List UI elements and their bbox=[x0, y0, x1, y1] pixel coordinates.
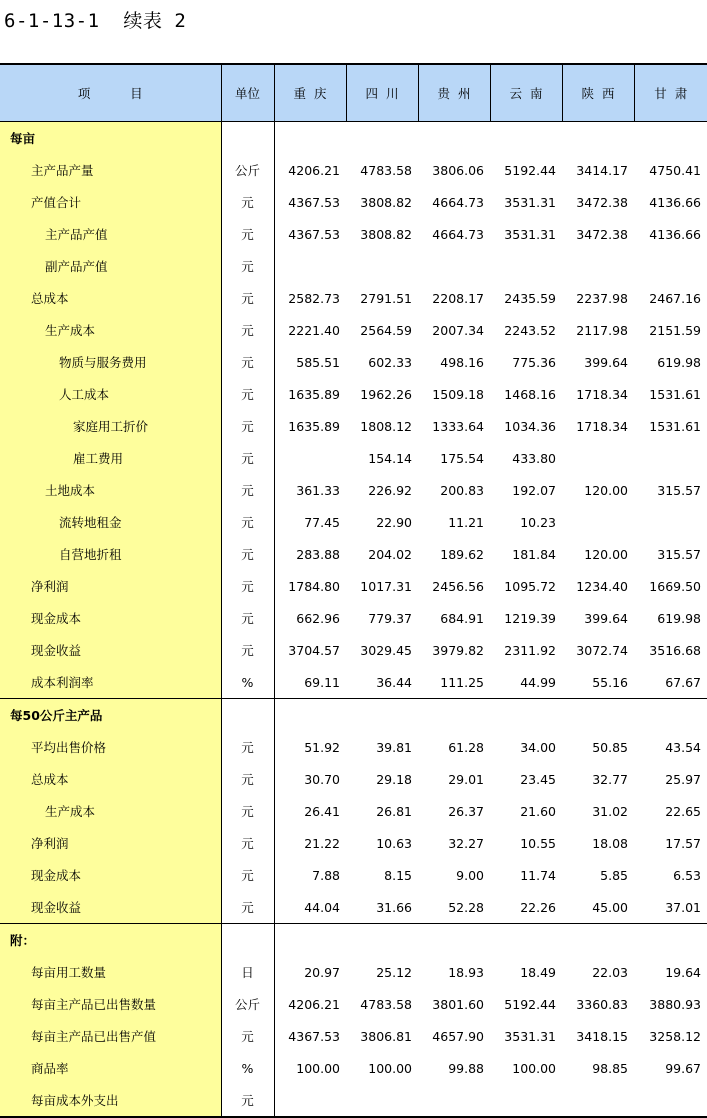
cell-value: 3472.38 bbox=[576, 194, 628, 210]
row-label: 每50公斤主产品 bbox=[0, 699, 221, 732]
row-label: 现金收益 bbox=[0, 634, 221, 666]
row-unit: 元 bbox=[221, 506, 274, 538]
row-label: 雇工费用 bbox=[0, 442, 221, 474]
cell-value: 619.98 bbox=[657, 354, 701, 370]
cell-value: 2456.56 bbox=[432, 578, 484, 594]
row-label: 现金成本 bbox=[0, 859, 221, 891]
cell-value: 1333.64 bbox=[432, 418, 484, 434]
table-row bbox=[0, 570, 707, 602]
cell-value: 2467.16 bbox=[649, 290, 701, 306]
table-row bbox=[0, 795, 707, 827]
cell-value: 20.97 bbox=[304, 964, 340, 980]
row-label: 平均出售价格 bbox=[0, 731, 221, 763]
cell-value: 1468.16 bbox=[504, 386, 556, 402]
cell-value: 19.64 bbox=[665, 964, 701, 980]
cell-value: 18.93 bbox=[448, 964, 484, 980]
cell-value: 2151.59 bbox=[649, 322, 701, 338]
cell-value bbox=[634, 250, 707, 282]
table-row bbox=[0, 346, 707, 378]
cell-value bbox=[634, 122, 707, 155]
cell-value bbox=[346, 924, 418, 957]
row-label: 现金收益 bbox=[0, 891, 221, 924]
cell-value: 37.01 bbox=[665, 899, 701, 915]
cell-value: 3418.15 bbox=[576, 1028, 628, 1044]
cell-value: 3531.31 bbox=[504, 1028, 556, 1044]
row-label: 物质与服务费用 bbox=[0, 346, 221, 378]
row-unit: 元 bbox=[221, 731, 274, 763]
cell-value: 3072.74 bbox=[576, 642, 628, 658]
cell-value: 17.57 bbox=[665, 835, 701, 851]
cell-value: 226.92 bbox=[368, 482, 412, 498]
cell-value: 2007.34 bbox=[432, 322, 484, 338]
row-unit: 元 bbox=[221, 250, 274, 282]
cell-value: 3360.83 bbox=[576, 996, 628, 1012]
cell-value bbox=[490, 1084, 562, 1117]
section-header-row bbox=[0, 122, 707, 155]
table-row bbox=[0, 314, 707, 346]
cell-value: 31.02 bbox=[592, 803, 628, 819]
cell-value: 4783.58 bbox=[360, 996, 412, 1012]
cell-value: 3880.93 bbox=[649, 996, 701, 1012]
row-unit: 元 bbox=[221, 410, 274, 442]
cell-value: 1219.39 bbox=[504, 610, 556, 626]
cell-value bbox=[274, 1084, 346, 1117]
cell-value bbox=[274, 250, 346, 282]
table-row bbox=[0, 250, 707, 282]
row-label: 主产品产量 bbox=[0, 154, 221, 186]
header-col-chongqing: 重 庆 bbox=[274, 64, 346, 122]
cell-value: 10.55 bbox=[520, 835, 556, 851]
cell-value: 5192.44 bbox=[504, 996, 556, 1012]
cell-value: 51.92 bbox=[304, 739, 340, 755]
cell-value: 192.07 bbox=[512, 482, 556, 498]
cell-value: 4750.41 bbox=[649, 162, 701, 178]
cell-value: 43.54 bbox=[665, 739, 701, 755]
cell-value bbox=[562, 442, 634, 474]
table-row bbox=[0, 218, 707, 250]
cell-value: 21.22 bbox=[304, 835, 340, 851]
cell-value: 25.12 bbox=[376, 964, 412, 980]
cell-value: 4367.53 bbox=[288, 1028, 340, 1044]
cell-value: 100.00 bbox=[368, 1060, 412, 1076]
cell-value: 1017.31 bbox=[360, 578, 412, 594]
cell-value: 120.00 bbox=[584, 482, 628, 498]
cell-value: 18.08 bbox=[592, 835, 628, 851]
cell-value: 6.53 bbox=[673, 867, 701, 883]
row-label: 总成本 bbox=[0, 282, 221, 314]
cell-value: 181.84 bbox=[512, 546, 556, 562]
row-label: 流转地租金 bbox=[0, 506, 221, 538]
cell-value: 4657.90 bbox=[432, 1028, 484, 1044]
row-unit: % bbox=[221, 1052, 274, 1084]
cell-value: 2237.98 bbox=[576, 290, 628, 306]
cell-value bbox=[562, 1084, 634, 1117]
table-row bbox=[0, 891, 707, 924]
cell-value: 2221.40 bbox=[288, 322, 340, 338]
table-row bbox=[0, 474, 707, 506]
cell-value: 32.77 bbox=[592, 771, 628, 787]
cell-value: 7.88 bbox=[312, 867, 340, 883]
cell-value bbox=[634, 506, 707, 538]
cell-value: 3806.81 bbox=[360, 1028, 412, 1044]
cell-value: 1635.89 bbox=[288, 418, 340, 434]
cell-value: 23.45 bbox=[520, 771, 556, 787]
cell-value bbox=[418, 699, 490, 732]
cell-value: 3029.45 bbox=[360, 642, 412, 658]
section-header-row bbox=[0, 924, 707, 957]
cell-value: 3531.31 bbox=[504, 194, 556, 210]
table-row bbox=[0, 506, 707, 538]
cell-value bbox=[490, 699, 562, 732]
table-row bbox=[0, 731, 707, 763]
cell-value: 1962.26 bbox=[360, 386, 412, 402]
cell-value: 189.62 bbox=[440, 546, 484, 562]
table-row bbox=[0, 1020, 707, 1052]
cell-value: 684.91 bbox=[440, 610, 484, 626]
cell-value: 25.97 bbox=[665, 771, 701, 787]
cell-value: 4367.53 bbox=[288, 226, 340, 242]
cell-value: 204.02 bbox=[368, 546, 412, 562]
cell-value: 100.00 bbox=[512, 1060, 556, 1076]
row-unit: 元 bbox=[221, 314, 274, 346]
cell-value: 2243.52 bbox=[504, 322, 556, 338]
table-row bbox=[0, 666, 707, 699]
header-unit: 单位 bbox=[221, 64, 274, 122]
cell-value bbox=[634, 1084, 707, 1117]
row-unit: 元 bbox=[221, 218, 274, 250]
row-label: 总成本 bbox=[0, 763, 221, 795]
cell-value: 18.49 bbox=[520, 964, 556, 980]
cell-value: 1635.89 bbox=[288, 386, 340, 402]
cell-value: 1034.36 bbox=[504, 418, 556, 434]
table-row bbox=[0, 1084, 707, 1117]
cell-value: 120.00 bbox=[584, 546, 628, 562]
cell-value: 200.83 bbox=[440, 482, 484, 498]
cell-value: 11.74 bbox=[520, 867, 556, 883]
row-label: 人工成本 bbox=[0, 378, 221, 410]
cell-value: 10.63 bbox=[376, 835, 412, 851]
cell-value: 61.28 bbox=[448, 739, 484, 755]
cell-value bbox=[634, 924, 707, 957]
cell-value: 3516.68 bbox=[649, 642, 701, 658]
table-row bbox=[0, 442, 707, 474]
cell-value bbox=[490, 924, 562, 957]
cell-value: 1784.80 bbox=[288, 578, 340, 594]
cell-value: 69.11 bbox=[304, 674, 340, 690]
cell-value: 3258.12 bbox=[649, 1028, 701, 1044]
cell-value: 5.85 bbox=[600, 867, 628, 883]
cell-value: 22.65 bbox=[665, 803, 701, 819]
cell-value: 26.81 bbox=[376, 803, 412, 819]
row-unit: 元 bbox=[221, 442, 274, 474]
row-unit: % bbox=[221, 666, 274, 699]
cell-value: 44.99 bbox=[520, 674, 556, 690]
cell-value: 498.16 bbox=[440, 354, 484, 370]
cell-value: 399.64 bbox=[584, 354, 628, 370]
data-table bbox=[0, 63, 707, 1118]
table-row bbox=[0, 859, 707, 891]
cell-value: 77.45 bbox=[304, 514, 340, 530]
cell-value: 3414.17 bbox=[576, 162, 628, 178]
cell-value: 2311.92 bbox=[504, 642, 556, 658]
table-row bbox=[0, 282, 707, 314]
cell-value bbox=[634, 699, 707, 732]
cell-value bbox=[418, 250, 490, 282]
cell-value bbox=[346, 250, 418, 282]
cell-value: 31.66 bbox=[376, 899, 412, 915]
cell-value: 1509.18 bbox=[432, 386, 484, 402]
page-title: 6-1-13-1 续表 2 bbox=[4, 10, 187, 32]
row-label: 每亩用工数量 bbox=[0, 956, 221, 988]
cell-value: 1531.61 bbox=[649, 418, 701, 434]
cell-value: 399.64 bbox=[584, 610, 628, 626]
cell-value: 3472.38 bbox=[576, 226, 628, 242]
row-label: 每亩主产品已出售数量 bbox=[0, 988, 221, 1020]
row-label: 自营地折租 bbox=[0, 538, 221, 570]
cell-value: 3806.06 bbox=[432, 162, 484, 178]
cell-value: 585.51 bbox=[296, 354, 340, 370]
row-unit bbox=[221, 924, 274, 957]
cell-value: 175.54 bbox=[440, 450, 484, 466]
cell-value: 2208.17 bbox=[432, 290, 484, 306]
cell-value bbox=[346, 699, 418, 732]
cell-value: 4783.58 bbox=[360, 162, 412, 178]
header-col-guizhou: 贵 州 bbox=[418, 64, 490, 122]
cell-value: 2791.51 bbox=[360, 290, 412, 306]
cell-value: 52.28 bbox=[448, 899, 484, 915]
table-row bbox=[0, 827, 707, 859]
cell-value: 30.70 bbox=[304, 771, 340, 787]
cell-value: 9.00 bbox=[456, 867, 484, 883]
table-row bbox=[0, 602, 707, 634]
row-label: 现金成本 bbox=[0, 602, 221, 634]
row-unit: 元 bbox=[221, 1020, 274, 1052]
cell-value bbox=[418, 122, 490, 155]
cell-value: 11.21 bbox=[448, 514, 484, 530]
table-header-row bbox=[0, 64, 707, 122]
cell-value: 111.25 bbox=[440, 674, 484, 690]
cell-value bbox=[274, 122, 346, 155]
cell-value: 22.26 bbox=[520, 899, 556, 915]
cell-value: 26.41 bbox=[304, 803, 340, 819]
row-label: 净利润 bbox=[0, 827, 221, 859]
cell-value bbox=[490, 122, 562, 155]
cell-value: 26.37 bbox=[448, 803, 484, 819]
cell-value: 283.88 bbox=[296, 546, 340, 562]
row-label: 每亩 bbox=[0, 122, 221, 155]
cell-value bbox=[562, 699, 634, 732]
section-header-row bbox=[0, 699, 707, 732]
cell-value: 361.33 bbox=[296, 482, 340, 498]
cell-value: 4664.73 bbox=[432, 194, 484, 210]
cell-value: 5192.44 bbox=[504, 162, 556, 178]
header-col-sichuan: 四 川 bbox=[346, 64, 418, 122]
cell-value: 100.00 bbox=[296, 1060, 340, 1076]
row-label: 生产成本 bbox=[0, 795, 221, 827]
cell-value: 4136.66 bbox=[649, 226, 701, 242]
cell-value: 4136.66 bbox=[649, 194, 701, 210]
row-unit bbox=[221, 699, 274, 732]
cell-value: 1669.50 bbox=[649, 578, 701, 594]
cell-value: 55.16 bbox=[592, 674, 628, 690]
cell-value: 2582.73 bbox=[288, 290, 340, 306]
cell-value: 10.23 bbox=[520, 514, 556, 530]
row-unit: 元 bbox=[221, 538, 274, 570]
cell-value: 1234.40 bbox=[576, 578, 628, 594]
table-row bbox=[0, 634, 707, 666]
table-body bbox=[0, 122, 707, 1118]
cell-value: 22.90 bbox=[376, 514, 412, 530]
header-col-gansu: 甘 肃 bbox=[634, 64, 707, 122]
cell-value: 67.67 bbox=[665, 674, 701, 690]
cell-value bbox=[346, 122, 418, 155]
cell-value: 29.01 bbox=[448, 771, 484, 787]
cell-value: 36.44 bbox=[376, 674, 412, 690]
row-label: 每亩主产品已出售产值 bbox=[0, 1020, 221, 1052]
row-label: 家庭用工折价 bbox=[0, 410, 221, 442]
cell-value: 1718.34 bbox=[576, 386, 628, 402]
cell-value: 32.27 bbox=[448, 835, 484, 851]
table-row bbox=[0, 988, 707, 1020]
cell-value: 39.81 bbox=[376, 739, 412, 755]
cell-value: 433.80 bbox=[512, 450, 556, 466]
cell-value bbox=[634, 442, 707, 474]
table-row bbox=[0, 154, 707, 186]
row-label: 净利润 bbox=[0, 570, 221, 602]
cell-value: 45.00 bbox=[592, 899, 628, 915]
row-unit: 元 bbox=[221, 282, 274, 314]
cell-value bbox=[418, 924, 490, 957]
row-unit: 元 bbox=[221, 891, 274, 924]
cell-value: 1718.34 bbox=[576, 418, 628, 434]
header-item: 项 目 bbox=[0, 64, 221, 122]
row-unit: 元 bbox=[221, 346, 274, 378]
cell-value: 3801.60 bbox=[432, 996, 484, 1012]
cell-value: 29.18 bbox=[376, 771, 412, 787]
cell-value: 8.15 bbox=[384, 867, 412, 883]
cell-value bbox=[562, 506, 634, 538]
cell-value: 2564.59 bbox=[360, 322, 412, 338]
cell-value bbox=[562, 924, 634, 957]
cell-value: 99.88 bbox=[448, 1060, 484, 1076]
cell-value: 44.04 bbox=[304, 899, 340, 915]
cell-value: 315.57 bbox=[657, 482, 701, 498]
cell-value: 619.98 bbox=[657, 610, 701, 626]
row-unit: 元 bbox=[221, 570, 274, 602]
header-col-yunnan: 云 南 bbox=[490, 64, 562, 122]
cell-value: 50.85 bbox=[592, 739, 628, 755]
cell-value: 22.03 bbox=[592, 964, 628, 980]
cell-value: 4664.73 bbox=[432, 226, 484, 242]
table-row bbox=[0, 763, 707, 795]
row-label: 商品率 bbox=[0, 1052, 221, 1084]
row-unit: 元 bbox=[221, 602, 274, 634]
cell-value: 98.85 bbox=[592, 1060, 628, 1076]
cell-value: 3979.82 bbox=[432, 642, 484, 658]
row-label: 成本利润率 bbox=[0, 666, 221, 699]
row-label: 产值合计 bbox=[0, 186, 221, 218]
cell-value: 4206.21 bbox=[288, 996, 340, 1012]
cell-value: 21.60 bbox=[520, 803, 556, 819]
row-unit: 公斤 bbox=[221, 988, 274, 1020]
cell-value: 602.33 bbox=[368, 354, 412, 370]
row-label: 每亩成本外支出 bbox=[0, 1084, 221, 1117]
cell-value: 34.00 bbox=[520, 739, 556, 755]
row-unit: 元 bbox=[221, 795, 274, 827]
cell-value: 775.36 bbox=[512, 354, 556, 370]
row-label: 副产品产值 bbox=[0, 250, 221, 282]
header-col-shaanxi: 陕 西 bbox=[562, 64, 634, 122]
row-unit bbox=[221, 122, 274, 155]
row-unit: 元 bbox=[221, 378, 274, 410]
cell-value bbox=[418, 1084, 490, 1117]
cell-value: 3531.31 bbox=[504, 226, 556, 242]
cell-value: 3808.82 bbox=[360, 226, 412, 242]
row-label: 土地成本 bbox=[0, 474, 221, 506]
row-unit: 日 bbox=[221, 956, 274, 988]
cell-value: 315.57 bbox=[657, 546, 701, 562]
cell-value bbox=[274, 699, 346, 732]
cell-value: 779.37 bbox=[368, 610, 412, 626]
row-unit: 元 bbox=[221, 634, 274, 666]
cell-value bbox=[274, 924, 346, 957]
row-unit: 元 bbox=[221, 763, 274, 795]
row-label: 附： bbox=[0, 924, 221, 957]
row-label: 生产成本 bbox=[0, 314, 221, 346]
cell-value: 3704.57 bbox=[288, 642, 340, 658]
cell-value: 1531.61 bbox=[649, 386, 701, 402]
row-unit: 元 bbox=[221, 186, 274, 218]
row-label: 主产品产值 bbox=[0, 218, 221, 250]
cell-value: 3808.82 bbox=[360, 194, 412, 210]
table-row bbox=[0, 378, 707, 410]
cell-value bbox=[274, 442, 346, 474]
table-row bbox=[0, 410, 707, 442]
cell-value: 2117.98 bbox=[576, 322, 628, 338]
cell-value: 1808.12 bbox=[360, 418, 412, 434]
cell-value bbox=[346, 1084, 418, 1117]
cell-value: 99.67 bbox=[665, 1060, 701, 1076]
cell-value bbox=[562, 250, 634, 282]
cell-value: 662.96 bbox=[296, 610, 340, 626]
row-unit: 元 bbox=[221, 474, 274, 506]
row-unit: 公斤 bbox=[221, 154, 274, 186]
cell-value: 154.14 bbox=[368, 450, 412, 466]
table-row bbox=[0, 1052, 707, 1084]
table-row bbox=[0, 186, 707, 218]
cell-value bbox=[490, 250, 562, 282]
cell-value: 4206.21 bbox=[288, 162, 340, 178]
row-unit: 元 bbox=[221, 1084, 274, 1117]
table-row bbox=[0, 956, 707, 988]
row-unit: 元 bbox=[221, 859, 274, 891]
row-unit: 元 bbox=[221, 827, 274, 859]
table-row bbox=[0, 538, 707, 570]
cell-value: 4367.53 bbox=[288, 194, 340, 210]
cell-value: 2435.59 bbox=[504, 290, 556, 306]
cell-value: 1095.72 bbox=[504, 578, 556, 594]
cell-value bbox=[562, 122, 634, 155]
